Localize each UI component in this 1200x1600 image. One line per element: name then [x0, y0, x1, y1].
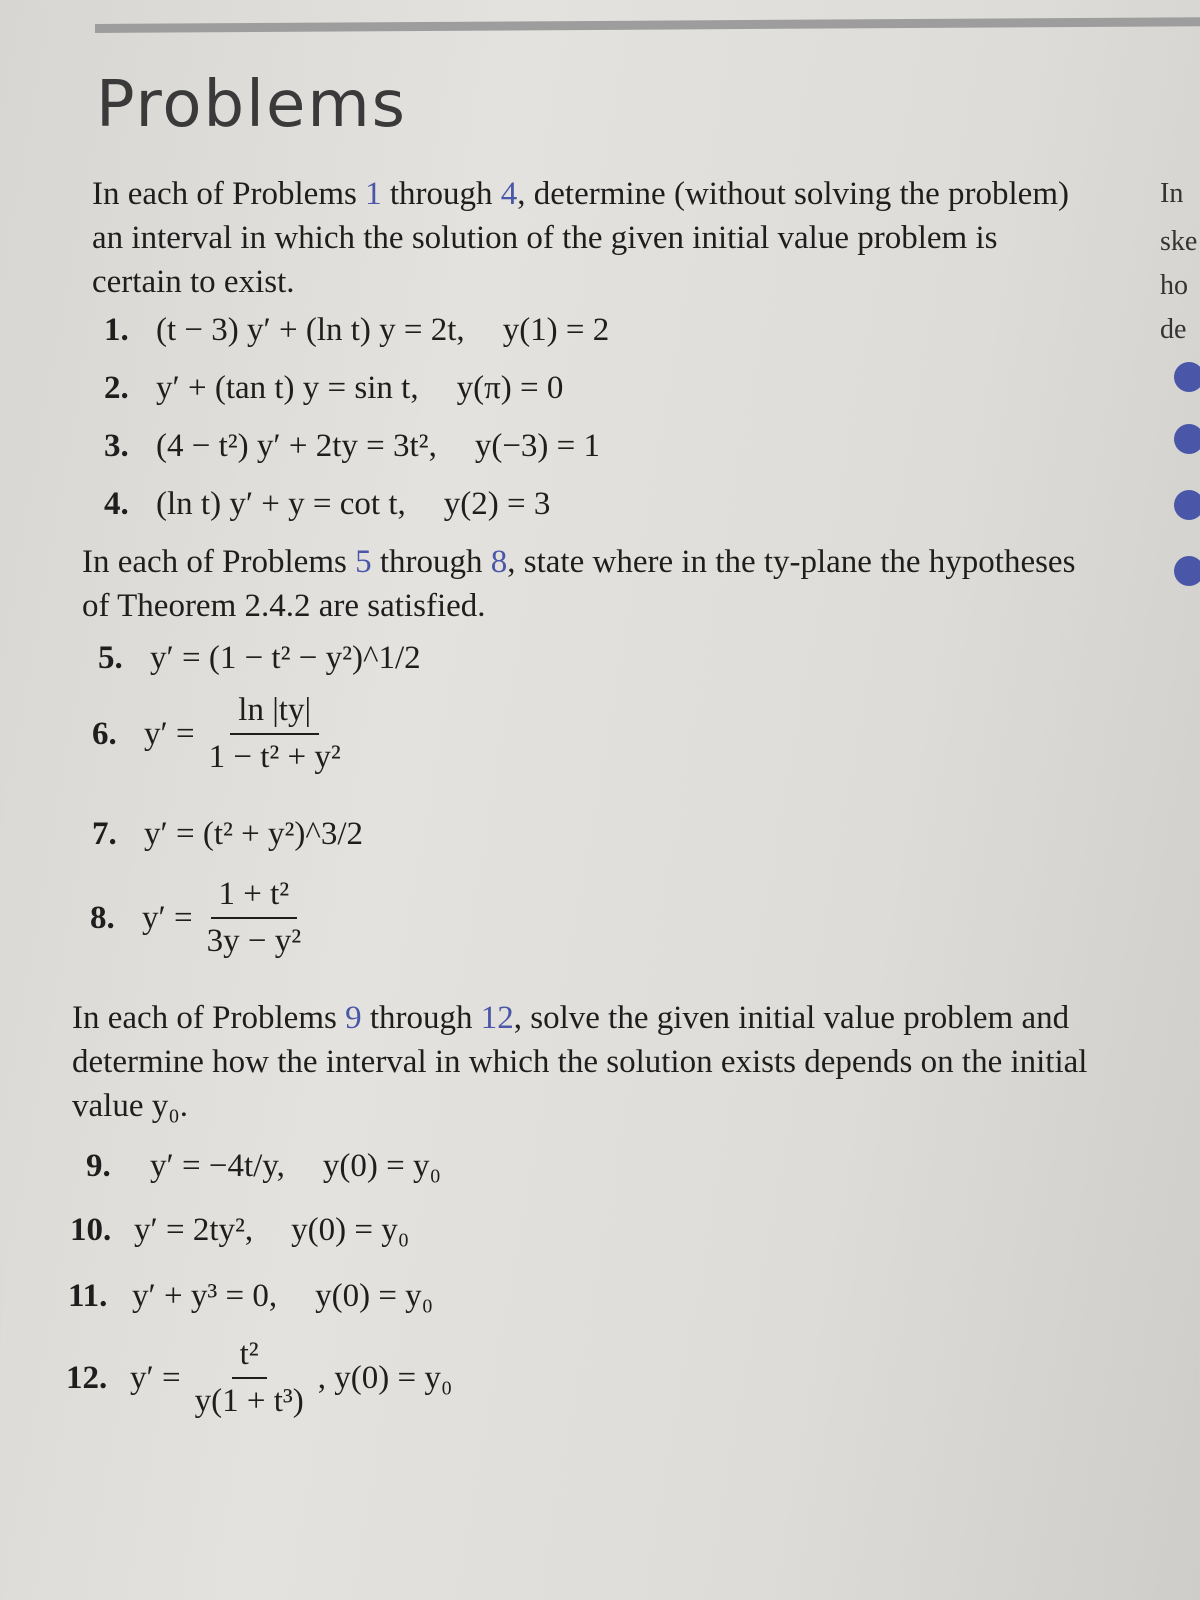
margin-word: de — [1160, 314, 1187, 345]
problem-11: 11. y′ + y³ = 0, y(0) = y₀ — [68, 1278, 434, 1314]
margin-bullet-icon — [1174, 556, 1200, 586]
margin-word: In — [1160, 178, 1184, 209]
fraction: $\frac{\text{1 + t²}}{\text{3y − y²}}$ — [206, 876, 302, 959]
fraction: $\frac{\ln |ty|}{\text{1 − t² + y²}}$ — [208, 692, 341, 775]
page-title: Problems — [96, 68, 407, 142]
problem-8: 8. y′ = $\frac{\text{1 + t²}}{\text{3y − y²}}$ — [90, 876, 315, 960]
problem-12: 12. y′ = $\frac{\text{t²}}{\text{y(1 + t³)}}$ , y(0) = y₀ — [66, 1336, 453, 1419]
instructions-2: In each of Problems 5 through 8, state where in the ty-plane the hypotheses of Theorem 2.4.2 are satisfied. — [82, 544, 1076, 624]
problem-4: 4. (ln t) y′ + y = cot t, y(2) = 3 — [104, 486, 551, 522]
problem-3: 3. (4 − t²) y′ + 2ty = 3t², y(−3) = 1 — [104, 428, 601, 464]
instructions-3: In each of Problems 9 through 12, solve the given initial value problem and determine how the interval in which the solution exists depends on the initial value y₀. — [72, 1000, 1088, 1124]
margin-bullet-icon — [1174, 490, 1200, 520]
problem-2: 2. y′ + (tan t) y = sin t, y(π) = 0 — [104, 370, 564, 406]
fraction: $\frac{\text{t²}}{\text{y(1 + t³)}}$ — [194, 1336, 304, 1419]
problem-6: 6. y′ = $\frac{\ln |ty|}{\text{1 − t² + y²}}$ — [92, 692, 355, 776]
margin-bullet-icon — [1174, 362, 1200, 392]
problem-9: 9. y′ = −4t/y, y(0) = y₀ — [86, 1148, 441, 1184]
margin-bullet-icon — [1174, 424, 1200, 454]
problem-10: 10. y′ = 2ty², y(0) = y₀ — [70, 1212, 410, 1248]
margin-word: ske — [1160, 226, 1198, 257]
problem-1: 1. (t − 3) y′ + (ln t) y = 2t, y(1) = 2 — [104, 312, 610, 348]
instructions-1: In each of Problems 1 through 4, determine (without solving the problem) an interval in which the solution of the given initial value problem is certain to exist. — [92, 176, 1069, 300]
problem-5: 5. y′ = (1 − t² − y²)^1/2 — [98, 640, 421, 676]
problem-7: 7. y′ = (t² + y²)^3/2 — [92, 816, 364, 852]
margin-word: ho — [1160, 270, 1188, 301]
